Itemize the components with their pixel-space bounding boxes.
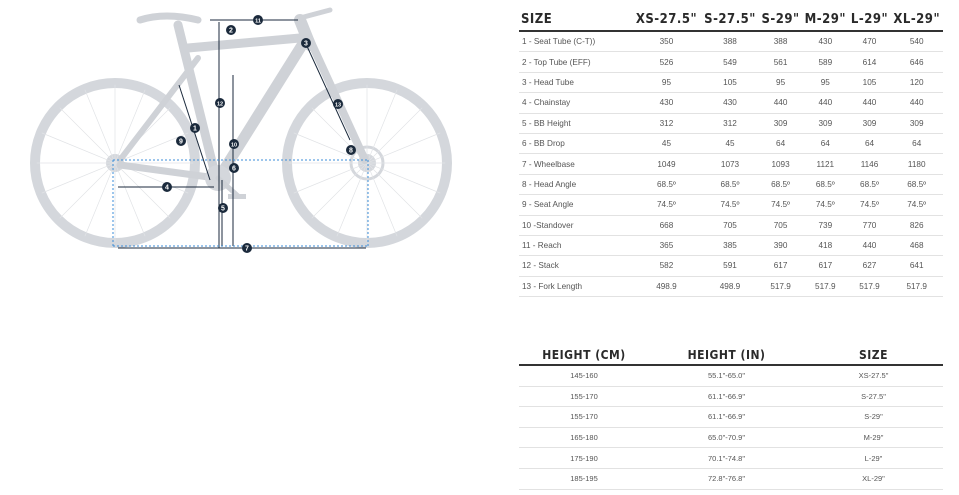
measurement-value: 74.5º <box>632 195 701 215</box>
table-row <box>519 256 943 276</box>
measurement-value: 312 <box>632 113 701 133</box>
bike-geometry-diagram <box>0 0 500 260</box>
measurement-value: 1073 <box>701 154 759 174</box>
measurement-value: 614 <box>849 52 891 72</box>
measurement-value: 705 <box>759 215 802 235</box>
measurement-value: 1121 <box>802 154 849 174</box>
measurement-label: 7 - Wheelbase <box>519 154 632 174</box>
size-col-header: XL-29" <box>890 8 943 31</box>
measurement-label: 9 - Seat Angle <box>519 195 632 215</box>
measurement-value: 64 <box>802 133 849 153</box>
measurement-value: 74.5º <box>759 195 802 215</box>
measurement-value: 120 <box>890 72 943 92</box>
measurement-value: 309 <box>759 113 802 133</box>
table-row <box>519 468 943 489</box>
marker-3 <box>301 38 311 48</box>
height-in-cell: 65.0"-70.9" <box>649 427 804 448</box>
measurement-value: 312 <box>701 113 759 133</box>
measurement-value: 641 <box>890 256 943 276</box>
measurement-value: 549 <box>701 52 759 72</box>
svg-text:2: 2 <box>229 27 233 35</box>
svg-text:7: 7 <box>245 245 249 253</box>
table-row <box>519 31 943 52</box>
svg-text:3: 3 <box>304 40 308 48</box>
measurement-value: 582 <box>632 256 701 276</box>
measurement-value: 430 <box>632 93 701 113</box>
table-row <box>519 133 943 153</box>
size-guide-header-row <box>519 345 943 365</box>
measurement-value: 668 <box>632 215 701 235</box>
table-row <box>519 52 943 72</box>
marker-10 <box>229 139 239 149</box>
height-cm-cell: 165-180 <box>519 427 649 448</box>
measurement-value: 365 <box>632 235 701 255</box>
measurement-value: 74.5º <box>849 195 891 215</box>
size-cell: XS-27.5" <box>804 365 943 386</box>
measurement-value: 418 <box>802 235 849 255</box>
measurement-value: 68.5º <box>849 174 891 194</box>
measurement-value: 95 <box>632 72 701 92</box>
table-row <box>519 276 943 296</box>
measurement-value: 388 <box>759 31 802 52</box>
measurement-label: 13 - Fork Length <box>519 276 632 296</box>
marker-6 <box>229 163 239 173</box>
measurement-value: 440 <box>890 93 943 113</box>
measurement-value: 95 <box>759 72 802 92</box>
height-in-cell: 72.8"-76.8" <box>649 468 804 489</box>
measurement-value: 64 <box>890 133 943 153</box>
measurement-value: 1146 <box>849 154 891 174</box>
height-in-header: HEIGHT (IN) <box>649 345 804 365</box>
measurement-value: 309 <box>849 113 891 133</box>
size-header: SIZE <box>804 345 943 365</box>
measurement-value: 440 <box>802 93 849 113</box>
measurement-value: 430 <box>701 93 759 113</box>
svg-text:13: 13 <box>334 102 342 109</box>
measurement-value: 390 <box>759 235 802 255</box>
measurement-value: 45 <box>632 133 701 153</box>
measurement-value: 309 <box>802 113 849 133</box>
table-row <box>519 215 943 235</box>
measurement-value: 68.5º <box>890 174 943 194</box>
measurement-value: 388 <box>701 31 759 52</box>
marker-8 <box>346 145 356 155</box>
pedal <box>228 194 246 199</box>
svg-text:11: 11 <box>255 18 261 25</box>
height-cm-cell: 155-170 <box>519 407 649 428</box>
table-row <box>519 174 943 194</box>
measurement-label: 1 - Seat Tube (C-T)) <box>519 31 632 52</box>
svg-text:10: 10 <box>230 142 238 149</box>
measurement-label: 3 - Head Tube <box>519 72 632 92</box>
measurement-value: 617 <box>759 256 802 276</box>
measurement-label: 6 - BB Drop <box>519 133 632 153</box>
measurement-value: 498.9 <box>632 276 701 296</box>
table-row <box>519 195 943 215</box>
measurement-value: 45 <box>701 133 759 153</box>
marker-5 <box>218 203 228 213</box>
height-in-cell: 70.1"-74.8" <box>649 448 804 469</box>
measurement-value: 68.5º <box>632 174 701 194</box>
measurement-value: 498.9 <box>701 276 759 296</box>
measurement-value: 74.5º <box>802 195 849 215</box>
table-row <box>519 386 943 407</box>
svg-text:8: 8 <box>349 147 353 155</box>
table-row <box>519 448 943 469</box>
measurement-value: 540 <box>890 31 943 52</box>
measurement-value: 64 <box>849 133 891 153</box>
measurement-value: 430 <box>802 31 849 52</box>
measurement-value: 1049 <box>632 154 701 174</box>
svg-text:6: 6 <box>232 165 236 173</box>
size-guide-table <box>519 345 943 490</box>
height-cm-cell: 155-170 <box>519 386 649 407</box>
measurement-value: 526 <box>632 52 701 72</box>
svg-text:12: 12 <box>216 101 224 108</box>
marker-11 <box>253 15 263 25</box>
size-header: SIZE <box>519 8 632 31</box>
measurement-label: 12 - Stack <box>519 256 632 276</box>
table-row <box>519 72 943 92</box>
dim-13-line <box>306 44 350 140</box>
marker-2 <box>226 25 236 35</box>
bike-silhouette <box>35 10 447 243</box>
measurement-value: 68.5º <box>759 174 802 194</box>
table-row <box>519 365 943 386</box>
measurement-value: 589 <box>802 52 849 72</box>
marker-4 <box>162 182 172 192</box>
size-col-header: S-27.5" <box>701 8 759 31</box>
measurement-label: 5 - BB Height <box>519 113 632 133</box>
table-row <box>519 235 943 255</box>
measurement-value: 440 <box>849 235 891 255</box>
svg-text:9: 9 <box>179 138 183 146</box>
measurement-value: 517.9 <box>849 276 891 296</box>
size-col-header: M-29" <box>802 8 849 31</box>
measurement-value: 1180 <box>890 154 943 174</box>
measurement-label: 11 - Reach <box>519 235 632 255</box>
measurement-value: 826 <box>890 215 943 235</box>
measurement-value: 591 <box>701 256 759 276</box>
measurement-value: 517.9 <box>890 276 943 296</box>
measurement-value: 68.5º <box>802 174 849 194</box>
height-in-cell: 61.1"-66.9" <box>649 407 804 428</box>
saddle <box>140 16 198 20</box>
marker-1 <box>190 123 200 133</box>
measurement-value: 105 <box>701 72 759 92</box>
measurement-value: 95 <box>802 72 849 92</box>
svg-text:1: 1 <box>193 125 197 133</box>
rear-spokes <box>37 85 193 241</box>
measurement-value: 350 <box>632 31 701 52</box>
geometry-table <box>519 8 943 297</box>
svg-text:5: 5 <box>221 205 225 213</box>
table-row <box>519 93 943 113</box>
measurement-value: 617 <box>802 256 849 276</box>
svg-text:4: 4 <box>165 184 169 192</box>
measurement-value: 440 <box>849 93 891 113</box>
size-col-header: L-29" <box>849 8 891 31</box>
marker-13 <box>333 99 343 109</box>
measurement-label: 8 - Head Angle <box>519 174 632 194</box>
table-row <box>519 113 943 133</box>
height-cm-cell: 175-190 <box>519 448 649 469</box>
measurement-value: 770 <box>849 215 891 235</box>
size-cell: XL-29" <box>804 468 943 489</box>
measurement-value: 517.9 <box>759 276 802 296</box>
table-row <box>519 427 943 448</box>
measurement-value: 739 <box>802 215 849 235</box>
height-in-cell: 55.1"-65.0" <box>649 365 804 386</box>
measurement-value: 74.5º <box>890 195 943 215</box>
measurement-value: 74.5º <box>701 195 759 215</box>
marker-9 <box>176 136 186 146</box>
measurement-label: 10 -Standover <box>519 215 632 235</box>
size-cell: L-29" <box>804 448 943 469</box>
height-in-cell: 61.1"-66.9" <box>649 386 804 407</box>
measurement-value: 64 <box>759 133 802 153</box>
measurement-value: 105 <box>849 72 891 92</box>
geometry-header-row <box>519 8 943 31</box>
measurement-value: 646 <box>890 52 943 72</box>
measurement-value: 68.5º <box>701 174 759 194</box>
measurement-value: 470 <box>849 31 891 52</box>
height-cm-cell: 145-160 <box>519 365 649 386</box>
measurement-value: 468 <box>890 235 943 255</box>
measurement-value: 627 <box>849 256 891 276</box>
measurement-value: 1093 <box>759 154 802 174</box>
size-col-header: XS-27.5" <box>632 8 701 31</box>
size-cell: M-29" <box>804 427 943 448</box>
measurement-value: 385 <box>701 235 759 255</box>
measurement-value: 517.9 <box>802 276 849 296</box>
measurement-label: 2 - Top Tube (EFF) <box>519 52 632 72</box>
measurement-value: 309 <box>890 113 943 133</box>
height-cm-cell: 185-195 <box>519 468 649 489</box>
table-row <box>519 407 943 428</box>
table-row <box>519 154 943 174</box>
marker-7 <box>242 243 252 253</box>
size-col-header: S-29" <box>759 8 802 31</box>
measurement-value: 561 <box>759 52 802 72</box>
measurement-value: 440 <box>759 93 802 113</box>
measurement-label: 4 - Chainstay <box>519 93 632 113</box>
measurement-value: 705 <box>701 215 759 235</box>
size-cell: S-29" <box>804 407 943 428</box>
height-cm-header: HEIGHT (CM) <box>519 345 649 365</box>
size-cell: S-27.5" <box>804 386 943 407</box>
marker-12 <box>215 98 225 108</box>
